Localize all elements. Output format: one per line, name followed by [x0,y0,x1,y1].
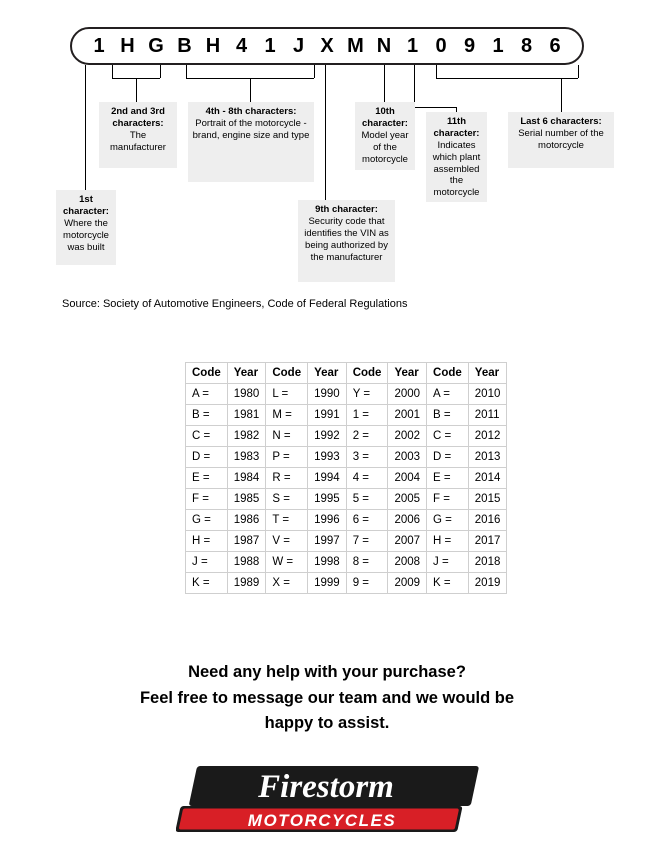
year-code-cell: W = [266,552,308,573]
table-row [186,405,507,426]
bracket-last-6 [436,78,578,79]
leader-line-11th [414,65,415,107]
firestorm-motorcycles-logo [176,762,486,844]
year-code-cell: H = [186,531,228,552]
year-code-cell: K = [186,573,228,594]
callout-2nd-3rd-title: 2nd and 3rd characters: [111,106,165,129]
vin-char-5: H [205,35,221,57]
callout-4th-8th-characters [188,102,314,182]
year-code-cell: N = [266,426,308,447]
vin-char-17: 6 [549,35,561,57]
column-header-year-3: Year [388,363,427,384]
year-value-cell: 2016 [468,510,507,531]
model-year-code-table [185,362,507,594]
callout-9th-text: Security code that identifies the VIN as being authorized by the manufacturer [304,215,389,263]
vin-char-10: M [347,35,364,57]
vin-char-2: H [120,35,135,57]
year-code-cell: V = [266,531,308,552]
year-code-cell: F = [427,489,469,510]
year-code-cell: K = [427,573,469,594]
leader-line-2nd-3rd [136,78,137,102]
year-value-cell: 1993 [308,447,347,468]
year-value-cell: 2007 [388,531,427,552]
year-code-cell: F = [186,489,228,510]
year-value-cell: 2005 [388,489,427,510]
year-value-cell: 2004 [388,468,427,489]
year-code-cell: D = [186,447,228,468]
year-code-cell: A = [427,384,469,405]
year-value-cell: 2012 [468,426,507,447]
year-value-cell: 2014 [468,468,507,489]
bracket-2nd-3rd-left [112,65,113,78]
vin-char-7: 1 [264,35,276,57]
year-code-cell: B = [427,405,469,426]
callout-4th-8th-text: Portrait of the motorcycle - brand, engine size and type [192,117,310,141]
table-body [186,384,507,594]
table-row [186,384,507,405]
year-value-cell: 2013 [468,447,507,468]
year-code-cell: G = [186,510,228,531]
year-value-cell: 1983 [227,447,266,468]
logo-graphic [176,762,486,844]
vin-char-1: 1 [93,35,105,57]
callout-4th-8th-title: 4th - 8th characters: [205,106,297,117]
table-row [186,489,507,510]
year-value-cell: 2015 [468,489,507,510]
year-value-cell: 1986 [227,510,266,531]
callout-10th-title: 10th character: [362,106,408,129]
column-header-code-1: Code [186,363,228,384]
year-value-cell: 1981 [227,405,266,426]
year-value-cell: 2017 [468,531,507,552]
column-header-year-2: Year [308,363,347,384]
year-value-cell: 1982 [227,426,266,447]
vin-char-14: 9 [463,35,476,57]
year-code-cell: 2 = [346,426,388,447]
year-code-cell: 7 = [346,531,388,552]
column-header-code-2: Code [266,363,308,384]
callout-1st-title: 1st character: [63,194,109,217]
table-row [186,531,507,552]
bracket-4th-8th-left [186,65,187,78]
year-code-cell: 6 = [346,510,388,531]
year-value-cell: 1989 [227,573,266,594]
year-code-cell: 9 = [346,573,388,594]
vin-char-9: X [320,35,334,57]
callout-9th-character [298,200,395,282]
vin-char-4: B [177,35,192,57]
vin-char-13: 0 [435,35,447,57]
year-value-cell: 1995 [308,489,347,510]
year-code-cell: Y = [346,384,388,405]
source-note: Source: Society of Automotive Engineers, Code of Federal Regulations [62,298,408,310]
year-code-cell: E = [186,468,228,489]
table-header-row [186,363,507,384]
year-value-cell: 2002 [388,426,427,447]
bracket-last-6-right [578,65,579,78]
vin-number-bar [70,27,584,65]
year-value-cell: 2001 [388,405,427,426]
column-header-year-1: Year [227,363,266,384]
table-row [186,447,507,468]
table-row [186,426,507,447]
year-code-cell: C = [427,426,469,447]
callout-10th-text: Model year of the motorcycle [361,129,409,165]
leader-line-1st [85,65,86,190]
year-code-cell: B = [186,405,228,426]
year-value-cell: 2009 [388,573,427,594]
year-value-cell: 1980 [227,384,266,405]
year-value-cell: 2010 [468,384,507,405]
year-value-cell: 1988 [227,552,266,573]
leader-line-10th [384,65,385,102]
year-value-cell: 1985 [227,489,266,510]
callout-9th-title: 9th character: [315,204,378,215]
bracket-2nd-3rd-right [160,65,161,78]
vin-char-12: 1 [406,35,419,57]
year-code-cell: R = [266,468,308,489]
year-code-cell: T = [266,510,308,531]
year-code-cell: H = [427,531,469,552]
vin-char-15: 1 [492,35,504,57]
year-value-cell: 1990 [308,384,347,405]
year-value-cell: 1991 [308,405,347,426]
bracket-4th-8th-right [314,65,315,78]
callout-10th-character [355,102,415,170]
vin-char-8: J [292,35,305,57]
bracket-11th [414,107,456,108]
year-code-cell: 5 = [346,489,388,510]
bracket-last-6-left [436,65,437,78]
vin-char-11: N [376,35,392,57]
help-message [0,660,654,737]
callout-11th-title: 11th character: [433,116,480,139]
year-code-cell: J = [186,552,228,573]
help-line-3: happy to assist. [264,714,390,733]
column-header-year-4: Year [468,363,507,384]
year-code-cell: E = [427,468,469,489]
logo-subtitle-text: MOTORCYCLES [247,811,397,830]
year-value-cell: 2006 [388,510,427,531]
vin-diagram [0,0,654,290]
callout-2nd-3rd-characters [99,102,177,168]
year-code-cell: C = [186,426,228,447]
year-code-cell: D = [427,447,469,468]
callout-2nd-3rd-text: The manufacturer [110,129,166,153]
year-value-cell: 1996 [308,510,347,531]
leader-line-last-6 [561,78,562,112]
vin-char-3: G [148,35,164,57]
table-row [186,552,507,573]
year-code-cell: 4 = [346,468,388,489]
help-line-2: Feel free to message our team and we would be [139,688,515,707]
table-row [186,468,507,489]
callout-11th-character [426,112,487,202]
year-code-cell: L = [266,384,308,405]
help-line-1: Need any help with your purchase? [188,663,466,681]
callout-1st-character [56,190,116,265]
leader-line-4th-8th [250,78,251,102]
year-code-cell: P = [266,447,308,468]
year-value-cell: 2008 [388,552,427,573]
vin-char-16: 8 [520,35,533,57]
logo-brand-text: Firestorm [258,769,394,805]
year-value-cell: 2019 [468,573,507,594]
year-code-cell: X = [266,573,308,594]
callout-11th-text: Indicates which plant assembled the motorcycle [432,139,481,199]
year-code-cell: G = [427,510,469,531]
year-code-cell: 3 = [346,447,388,468]
year-value-cell: 1998 [308,552,347,573]
column-header-code-4: Code [427,363,469,384]
year-value-cell: 2003 [388,447,427,468]
year-value-cell: 1992 [308,426,347,447]
callout-1st-text: Where the motorcycle was built [63,217,109,253]
year-code-cell: M = [266,405,308,426]
year-code-cell: 1 = [346,405,388,426]
year-value-cell: 1987 [227,531,266,552]
year-code-cell: J = [427,552,469,573]
table-row [186,573,507,594]
callout-last-6-characters [508,112,614,168]
year-value-cell: 1997 [308,531,347,552]
year-value-cell: 2011 [468,405,507,426]
year-value-cell: 2000 [388,384,427,405]
year-value-cell: 1994 [308,468,347,489]
year-value-cell: 1984 [227,468,266,489]
year-code-cell: S = [266,489,308,510]
year-code-cell: A = [186,384,228,405]
vin-char-6: 4 [235,35,248,57]
table-row [186,510,507,531]
year-value-cell: 2018 [468,552,507,573]
year-value-cell: 1999 [308,573,347,594]
callout-last-6-title: Last 6 characters: [520,116,602,127]
year-code-cell: 8 = [346,552,388,573]
column-header-code-3: Code [346,363,388,384]
leader-line-9th [325,65,326,200]
callout-last-6-text: Serial number of the motorcycle [518,127,604,151]
